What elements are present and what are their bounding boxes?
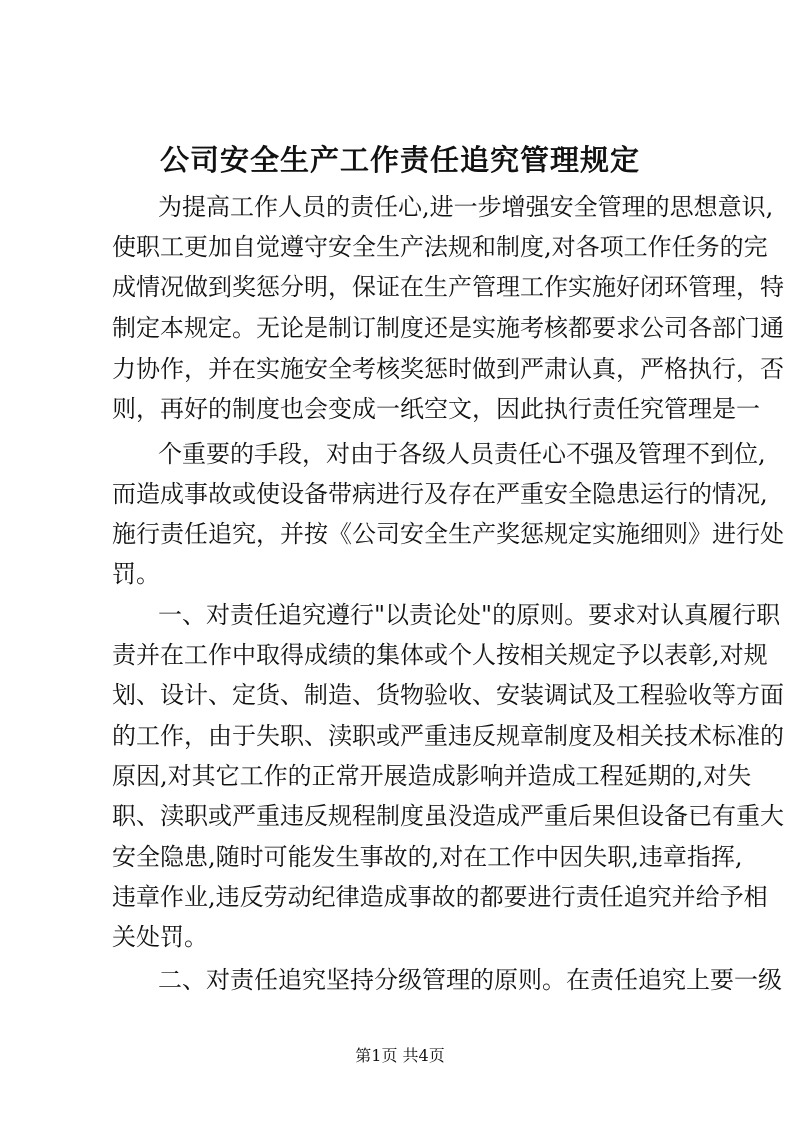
text-line-4: 制定本规定。无论是制订制度还是实施考核都要求公司各部门通 (112, 314, 784, 342)
text-line-20: 二、对责任追究坚持分级管理的原则。在责任追究上要一级 (158, 966, 782, 994)
text-line-19: 关处罚。 (112, 923, 208, 951)
text-line-9: 施行责任追究，并按《公司安全生产奖惩规定实施细则》进行处 (112, 520, 784, 548)
text-line-2: 使职工更加自觉遵守安全生产法规和制度,对各项工作任务的完 (112, 233, 768, 261)
text-line-18: 违章作业,违反劳动纪律造成事故的都要进行责任追究并给予相 (112, 883, 768, 911)
text-line-13: 划、设计、定货、制造、货物验收、安装调试及工程验收等方面 (112, 681, 784, 709)
text-line-16: 职、渎职或严重违反规程制度虽没造成严重后果但设备已有重大 (112, 802, 784, 830)
document-title: 公司安全生产工作责任追究管理规定 (159, 143, 640, 177)
text-line-1: 为提高工作人员的责任心,进一步增强安全管理的思想意识, (158, 193, 774, 221)
text-line-7: 个重要的手段，对由于各级人员责任心不强及管理不到位, (158, 440, 766, 468)
text-line-17: 安全隐患,随时可能发生事故的,对在工作中因失职,违章指挥, (112, 843, 743, 871)
text-line-3: 成情况做到奖惩分明，保证在生产管理工作实施好闭环管理，特 (112, 273, 784, 301)
text-line-14: 的工作，由于失职、渎职或严重违反规章制度及相关技术标准的 (112, 722, 784, 750)
text-line-12: 责并在工作中取得成绩的集体或个人按相关规定予以表彰,对规 (112, 641, 768, 669)
page-footer: 第1页 共4页 (355, 1046, 445, 1065)
text-line-11: 一、对责任追究遵行"以责论处"的原则。要求对认真履行职 (158, 601, 781, 629)
text-line-5: 力协作，并在实施安全考核奖惩时做到严肃认真，严格执行，否 (112, 355, 784, 383)
text-line-15: 原因,对其它工作的正常开展造成影响并造成工程延期的,对失 (112, 762, 752, 790)
text-line-8: 而造成事故或使设备带病进行及存在严重安全隐患运行的情况, (112, 480, 768, 508)
text-line-10: 罚。 (112, 560, 160, 588)
text-line-6: 则，再好的制度也会变成一纸空文，因此执行责任究管理是一 (112, 395, 760, 423)
